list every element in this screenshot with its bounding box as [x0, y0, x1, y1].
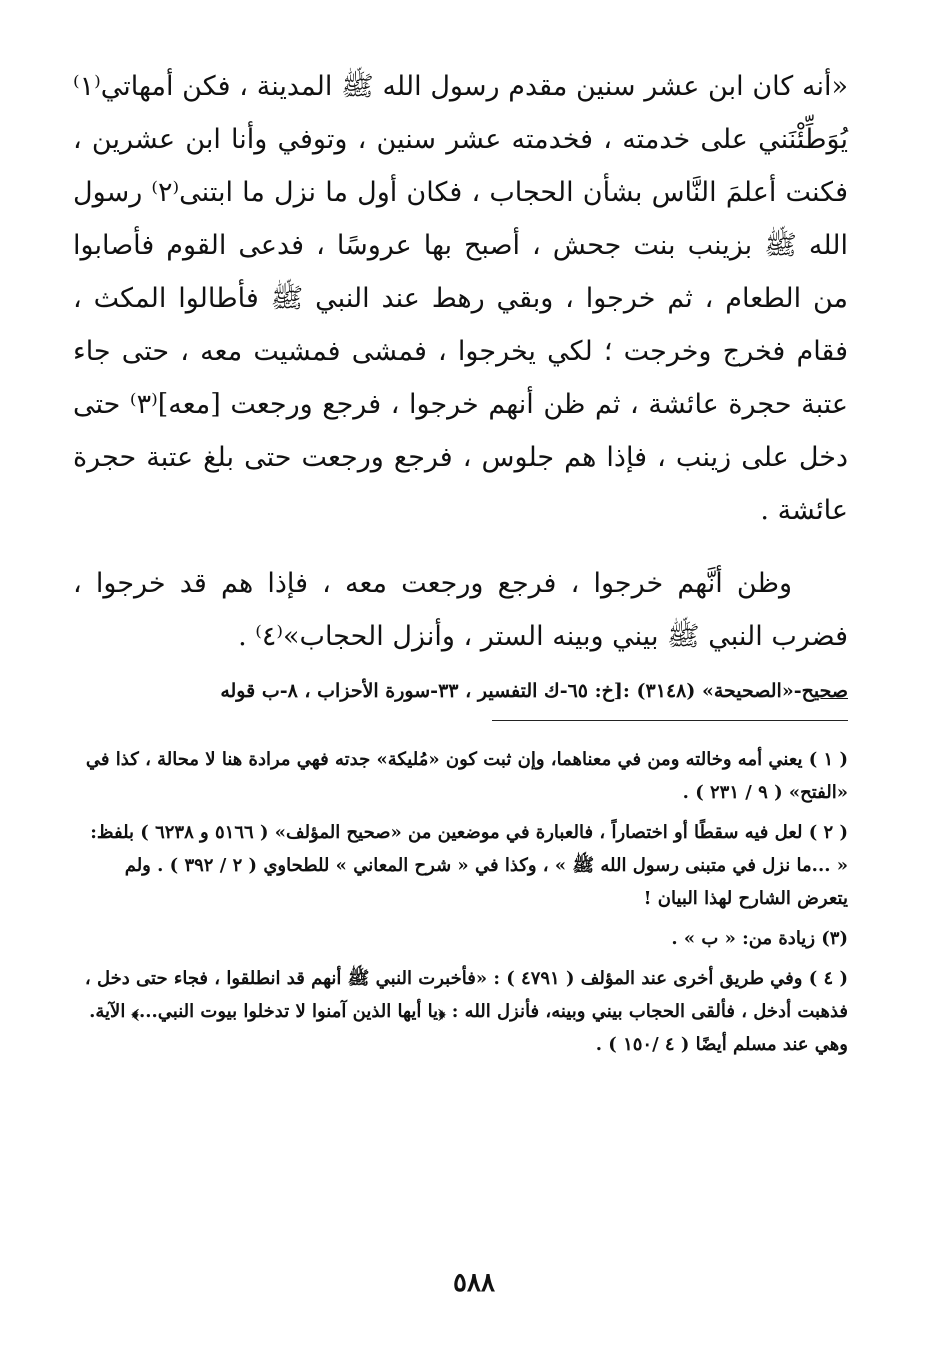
footnote-divider: [492, 720, 848, 721]
main-text: [73, 60, 848, 663]
footnote-2: ( ٢ ) لعل فيه سقطًا أو اختصاراً ، فالعبارة في موضعين من «صحيح المؤلف» ( ٥١٦٦ و ٦٢٣٨ ) بلفظ: « ...ما نزل في متبنى رسول الله ﷺ » ، وكذا في « شرح المعاني » للطحاوي ( ٢ / ٣٩٢ ) . ولم يتعرض الشارح لهذا البيان !: [90, 822, 848, 909]
page-number: ٥٨٨: [453, 1268, 495, 1298]
main-paragraph-2: وظن أنَّهم خرجوا ، فرجع ورجعت معه ، فإذا هم قد خرجوا ، فضرب النبي ﷺ بيني وبينه الستر ، وأنزل الحجاب»⁽٤⁾ .: [73, 568, 848, 652]
footnotes: [73, 743, 848, 1068]
footnote-4: ( ٤ ) وفي طريق أخرى عند المؤلف ( ٤٧٩١ ) : «فأخبرت النبي ﷺ أنهم قد انطلقوا ، فجاء حتى دخل ، فذهبت أدخل ، فألقى الحجاب بيني وبينه، فأنزل الله : ﴿يا أيها الذين آمنوا لا تدخلوا بيوت النبي...﴾ الآية. وهي عند مسلم أيضًا ( ٤ /١٥٠ ) .: [84, 968, 848, 1055]
hadith-source: [73, 676, 848, 706]
footnote-1: ( ١ ) يعني أمه وخالته ومن في معناهما، وإن ثبت كون «مُليكة» جدته فهي مرادة هنا لا محالة ، كذا في «الفتح» ( ٩ / ٢٣١ ) .: [85, 749, 848, 803]
footnote-3: (٣) زيادة من: « ب » .: [671, 928, 848, 949]
grading-label: صحيح: [801, 680, 848, 702]
source-reference: -«الصحيحة» (٣١٤٨) :[خ: ٦٥-ك التفسير ، ٣٣-سورة الأحزاب ، ٨-ب قوله: [220, 680, 802, 702]
main-paragraph-1: «أنه كان ابن عشر سنين مقدم رسول الله ﷺ المدينة ، فكن أمهاتي⁽١⁾ يُوَطِّئْنَني على خدمته ، فخدمته عشر سنين ، وتوفي وأنا ابن عشرين ، فكنت أعلمَ النَّاس بشأن الحجاب ، فكان أول ما نزل ما ابتنى⁽٢⁾ رسول الله ﷺ بزينب بنت جحش ، أصبح بها عروسًا ، فدعى القوم فأصابوا من الطعام ، ثم خرجوا ، وبقي رهط عند النبي ﷺ فأطالوا المكث ، فقام فخرج وخرجت ؛ لكي يخرجوا ، فمشى فمشيت معه ، حتى جاء عتبة حجرة عائشة ، ثم ظن أنهم خرجوا ، فرجع ورجعت [معه]⁽٣⁾ حتى دخل على زينب ، فإذا هم جلوس ، فرجع ورجعت حتى بلغ عتبة حجرة عائشة .: [73, 71, 849, 526]
